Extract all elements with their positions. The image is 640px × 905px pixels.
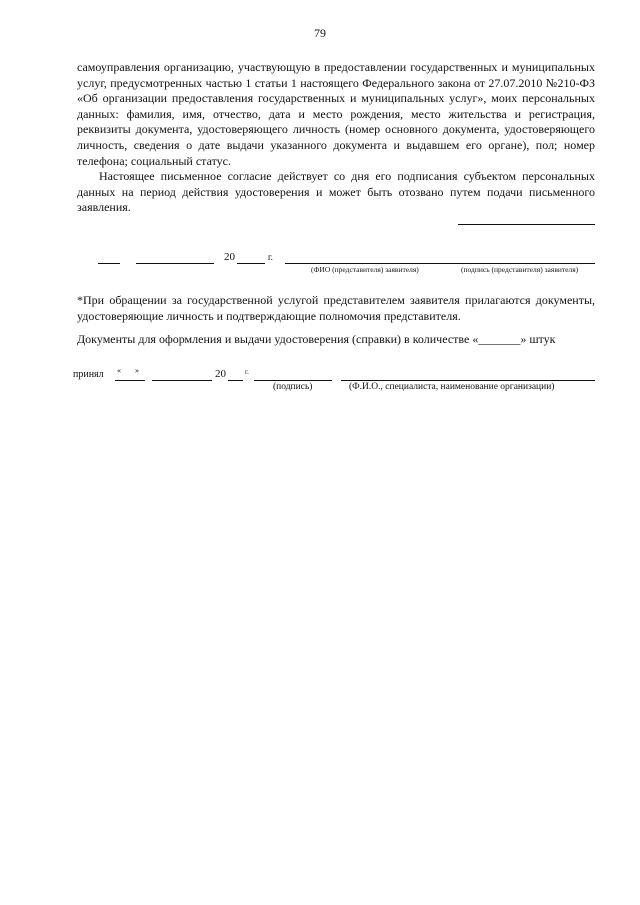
accepted-month-blank — [152, 380, 212, 381]
month-blank — [136, 263, 214, 264]
caption-specialist: (Ф.И.О., специалиста, наименование организации) — [349, 382, 555, 392]
validity-paragraph: Настоящее письменное согласие действует со дня его подписания субъектом персональных данных на период действия удостоверения и может быть отозвано путем подачи письменного заявления. — [77, 169, 595, 215]
caption-fio: (ФИО (представителя) заявителя) — [311, 265, 419, 274]
caption-accepted-signature: (подпись) — [273, 382, 313, 392]
caption-signature: (подпись (представителя) заявителя) — [461, 265, 579, 274]
quote-close: » — [135, 366, 139, 375]
accepted-signature-line — [254, 380, 332, 381]
accepted-label: принял — [73, 369, 104, 380]
accepted-year-suffix: г. — [245, 368, 249, 376]
representative-note: *При обращении за государственной услугой представителем заявителя прилагаются документы, удостоверяющие личность и подтверждающие полномочия представителя. — [77, 293, 595, 323]
fio-signature-line — [285, 263, 595, 264]
signature-line-top — [458, 224, 595, 225]
year-blank — [237, 263, 265, 264]
accepted-day-blank — [115, 380, 145, 381]
year-prefix: 20 — [224, 251, 235, 263]
specialist-line — [341, 380, 595, 381]
accepted-year-prefix: 20 — [215, 368, 226, 380]
accepted-year-blank — [228, 380, 243, 381]
quote-open: « — [117, 366, 121, 375]
page-number: 79 — [314, 26, 326, 40]
year-suffix: г. — [268, 252, 273, 262]
day-blank — [98, 263, 120, 264]
consent-paragraph: самоуправления организацию, участвующую в предоставлении государственных и муниципальных услуг, предусмотренных частью 1 статьи 1 настоящего Федерального закона от 27.07.2010 №210-ФЗ «Об организации предоставления государственных и муниципальных услуг», моих персональных данных: фамилия, имя, отчество, дата и место рождения, место жительства и регистрация, реквизиты документа, удостоверяющего личность (номер основного документа, удостоверяющего личность, сведения о дате выдачи указанного документа и выдавшем его органе), пол; номер телефона; социальный статус. — [77, 60, 595, 168]
documents-count-line: Документы для оформления и выдачи удостоверения (справки) в количестве «_______» штук — [77, 332, 556, 346]
